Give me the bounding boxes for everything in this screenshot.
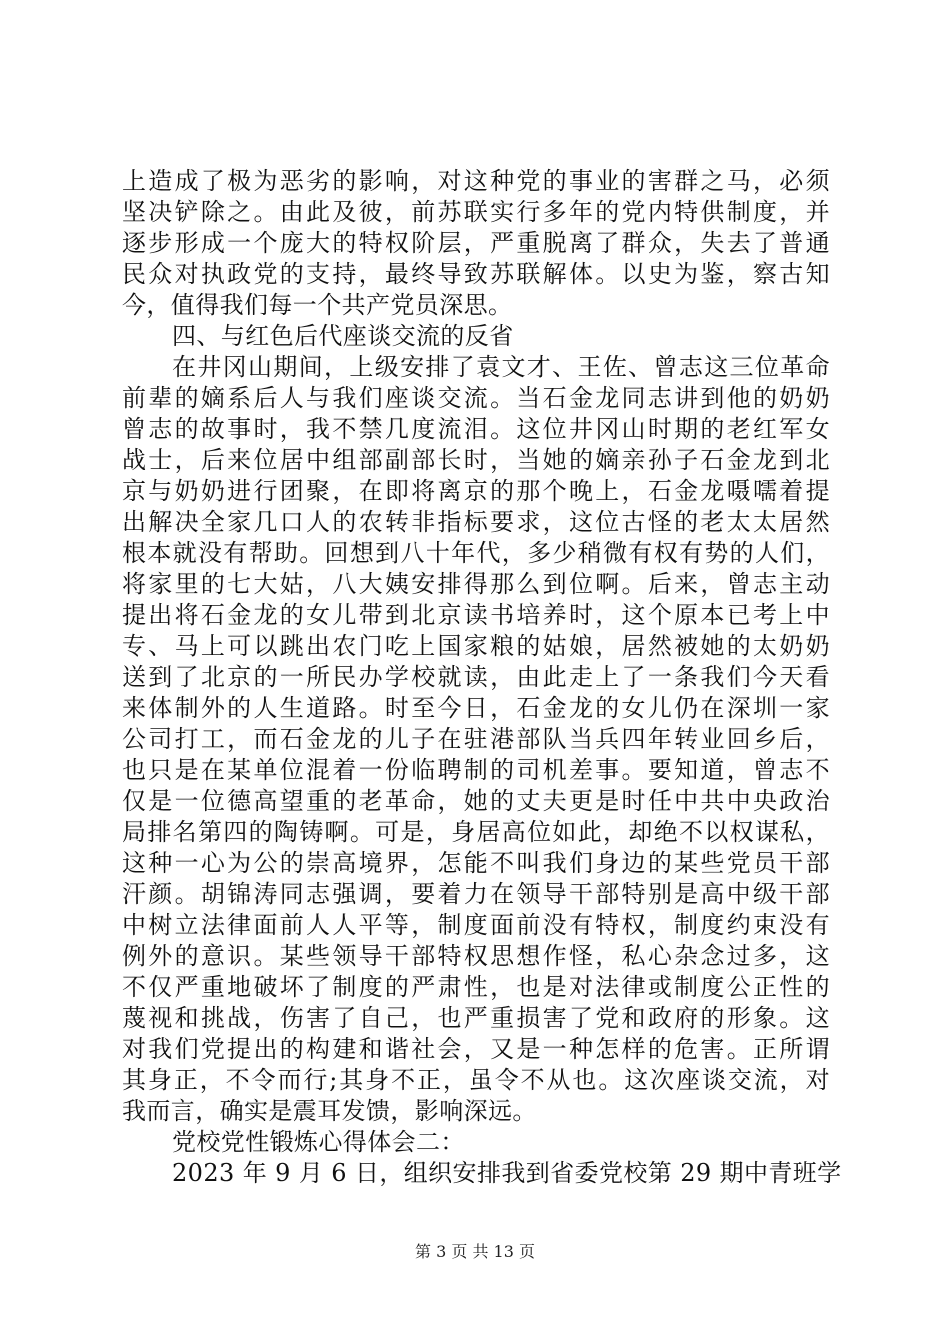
text-line: 局排名第四的陶铸啊。可是，身居高位如此，却绝不以权谋私， — [122, 818, 830, 846]
text-line: 我而言，确实是震耳发馈，影响深远。 — [122, 1097, 537, 1125]
text-line: 公司打工，而石金龙的儿子在驻港部队当兵四年转业回乡后， — [122, 725, 830, 753]
text-line: 仅是一位德高望重的老革命，她的丈夫更是时任中共中央政治 — [122, 787, 830, 815]
text-line: 京与奶奶进行团聚，在即将离京的那个晚上，石金龙嗫嚅着提 — [122, 477, 830, 505]
text-line: 送到了北京的一所民办学校就读，由此走上了一条我们今天看 — [122, 663, 830, 691]
text-line: 这种一心为公的崇高境界，怎能不叫我们身边的某些党员干部 — [122, 849, 830, 877]
text-line: 今，值得我们每一个共产党员深思。 — [122, 291, 513, 319]
text-line: 来体制外的人生道路。时至今日，石金龙的女儿仍在深圳一家 — [122, 694, 830, 722]
text-line: 在井冈山期间，上级安排了袁文才、王佐、曾志这三位革命 — [172, 353, 830, 381]
text-line: 逐步形成一个庞大的特权阶层，严重脱离了群众，失去了普通 — [122, 229, 830, 257]
text-line: 提出将石金龙的女儿带到北京读书培养时，这个原本已考上中 — [122, 601, 830, 629]
text-line: 战士，后来位居中组部副部长时，当她的嫡亲孙子石金龙到北 — [122, 446, 830, 474]
text-line: 党校党性锻炼心得体会二： — [172, 1128, 465, 1156]
text-line: 曾志的故事时，我不禁几度流泪。这位井冈山时期的老红军女 — [122, 415, 830, 443]
text-line: 四、与红色后代座谈交流的反省 — [172, 322, 514, 350]
text-line: 例外的意识。某些领导干部特权思想作怪，私心杂念过多，这 — [122, 942, 830, 970]
text-line: 专、马上可以跳出农门吃上国家粮的姑娘，居然被她的太奶奶 — [122, 632, 830, 660]
text-line: 中树立法律面前人人平等，制度面前没有特权，制度约束没有 — [122, 911, 830, 939]
text-line: 出解决全家几口人的农转非指标要求，这位古怪的老太太居然 — [122, 508, 830, 536]
text-line: 上造成了极为恶劣的影响，对这种党的事业的害群之马，必须 — [122, 167, 830, 195]
text-line: 也只是在某单位混着一份临聘制的司机差事。要知道，曾志不 — [122, 756, 830, 784]
text-line: 汗颜。胡锦涛同志强调，要着力在领导干部特别是高中级干部 — [122, 880, 830, 908]
text-line: 对我们党提出的构建和谐社会，又是一种怎样的危害。正所谓 — [122, 1035, 830, 1063]
document-body — [122, 166, 842, 1189]
text-line: 根本就没有帮助。回想到八十年代，多少稍微有权有势的人们， — [122, 539, 830, 567]
text-line: 坚决铲除之。由此及彼，前苏联实行多年的党内特供制度，并 — [122, 198, 830, 226]
page-footer: 第 3 页 共 13 页 — [415, 1242, 535, 1261]
text-line: 不仅严重地破坏了制度的严肃性，也是对法律或制度公正性的 — [122, 973, 830, 1001]
text-line: 2023 年 9 月 6 日，组织安排我到省委党校第 29 期中青班学 — [172, 1159, 842, 1187]
text-line: 蔑视和挑战，伤害了自己，也严重损害了党和政府的形象。这 — [122, 1004, 830, 1032]
text-line: 将家里的七大姑，八大姨安排得那么到位啊。后来，曾志主动 — [122, 570, 830, 598]
text-line: 前辈的嫡系后人与我们座谈交流。当石金龙同志讲到他的奶奶 — [122, 384, 830, 412]
text-line: 其身正，不令而行;其身不正，虽令不从也。这次座谈交流，对 — [122, 1066, 830, 1094]
text-line: 民众对执政党的支持，最终导致苏联解体。以史为鉴，察古知 — [122, 260, 830, 288]
